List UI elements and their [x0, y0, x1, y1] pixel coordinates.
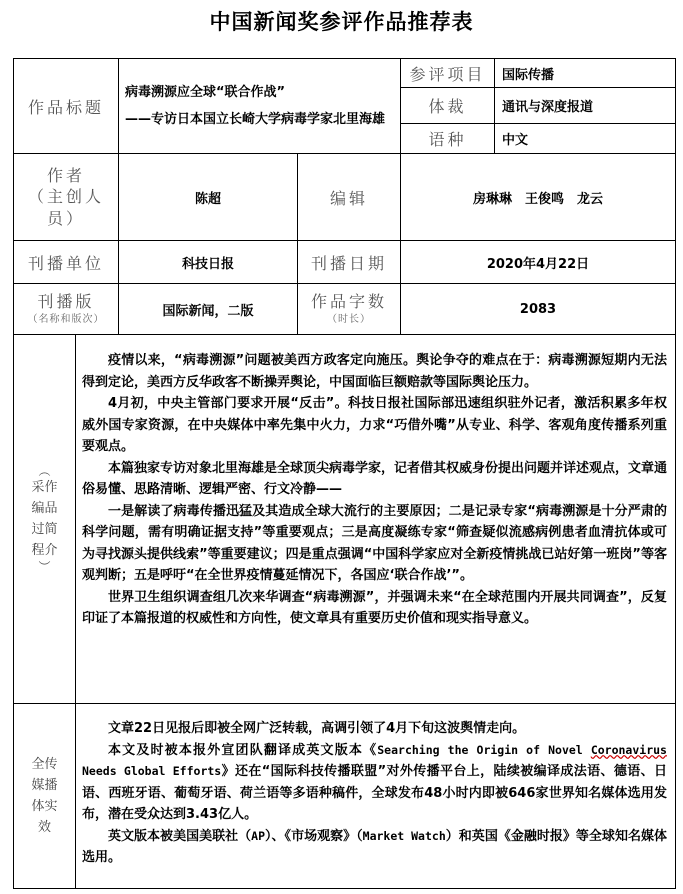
- english-title-part-c: Needs Global Efforts: [82, 764, 222, 778]
- process-label-line: 程介: [31, 543, 58, 558]
- effect-p2-suffix: 》还在“国际科技传播联盟”对外传播平台上，陆续被编译成法语、德语、日语、西班牙语、葡萄牙语、荷兰语等多语种稿件，全球发布48小时内即被646家世界知名媒体选用发布，潜在受众达到3.43亿人。: [82, 764, 667, 822]
- work-title-line1: 病毒溯源应全球“联合作战”: [125, 85, 286, 100]
- edition-value: [118, 283, 298, 335]
- label-language-text: 语种: [428, 130, 467, 149]
- label-editor: [297, 153, 401, 241]
- process-paragraph: 疫情以来，“病毒溯源”问题被美西方政客定向施压。舆论争夺的难点在于：病毒溯源短期内无法得到定论，美西方反华政客不断操弄舆论，中国面临巨额赔款等国际舆论压力。: [82, 353, 667, 390]
- genre-text: 通讯与深度报道: [502, 100, 594, 115]
- label-edition-line2: （名称和版次）: [27, 314, 105, 326]
- label-dissemination-effect: [13, 703, 76, 889]
- label-word-count-line2: （时长）: [326, 314, 371, 326]
- language-text: 中文: [502, 133, 529, 148]
- edition-text: 国际新闻，二版: [162, 303, 254, 319]
- genre-value: [494, 87, 676, 124]
- english-title-part-a: Searching the Origin of Novel: [377, 742, 591, 757]
- publisher-value: [118, 240, 298, 284]
- label-genre: [400, 87, 495, 124]
- dissemination-effect-text: [75, 703, 676, 889]
- label-word-count: [297, 283, 401, 335]
- effect-paragraph-2: [82, 740, 667, 826]
- label-author-line1: 作者: [46, 165, 85, 185]
- label-language: [400, 123, 495, 154]
- process-label-line: 编品: [31, 501, 58, 516]
- effect-p2-prefix: 本文及时被本报外宣团队翻译成英文版本《: [108, 742, 378, 758]
- process-paragraph: 世界卫生组织调查组几次来华调查“病毒溯源”，并强调未来“在全球范围内开展共同调查”，反复印证了本篇报道的权威性和方向性，使文章具有重要历史价值和现实指导意义。: [82, 589, 667, 626]
- effect-p3-ap: AP: [251, 828, 266, 843]
- publish-date-text: 2020年4月22日: [486, 256, 590, 272]
- label-genre-text: 体裁: [428, 97, 467, 116]
- category-text: 国际传播: [502, 67, 555, 83]
- document-title: 中国新闻奖参评作品推荐表: [209, 9, 474, 34]
- label-work-title: [13, 58, 119, 154]
- category-value: [494, 58, 676, 88]
- label-edition-line1: 刊播版: [37, 292, 95, 312]
- label-editor-text: 编辑: [329, 188, 368, 208]
- effect-label-line: 效: [37, 820, 51, 835]
- label-author-line3: 员）: [46, 208, 85, 228]
- process-paragraph: 本篇独家专访对象北里海雄是全球顶尖病毒学家，记者借其权威身份提出问题并详述观点，文章通俗易懂、思路清晰、逻辑严密、行文冷静——: [82, 460, 668, 497]
- label-publisher: [13, 240, 119, 284]
- effect-p3-c: ）和英国《金融时报》等全球知名媒体选用。: [82, 828, 667, 865]
- english-title-misspelled-word: Coronavirus: [590, 742, 667, 757]
- effect-p3-b: ）、《市场观察》（: [265, 828, 363, 844]
- word-count-value: [400, 283, 676, 335]
- work-title-value: [118, 58, 401, 154]
- label-process-intro: [13, 334, 76, 704]
- label-edition: [13, 283, 119, 335]
- publish-date-value: [400, 240, 676, 284]
- effect-p3-market-watch: Market Watch: [362, 828, 446, 843]
- language-value: [494, 123, 676, 154]
- process-paragraph: 一是解读了病毒传播迅猛及其造成全球大流行的主要原因；二是记录专家“病毒溯源是十分严肃的科学问题，需有明确证据支持”等重要观点；三是高度凝练专家“筛查疑似流感病例患者血清抗体或可为寻找源头提供线索”等重要建议；四是重点强调“中国科学家应对全新疫情挑战已站好第一班岗”等客观判断；五是呼吁“在全世界疫情蔓延情况下，各国应‘联合作战’”。: [82, 503, 667, 583]
- author-text: 陈超: [194, 191, 221, 207]
- effect-label-line: 体实: [31, 799, 58, 814]
- label-publish-date-text: 刊播日期: [310, 253, 387, 273]
- word-count-text: 2083: [519, 301, 557, 317]
- label-category-text: 参评项目: [409, 64, 486, 84]
- label-publish-date: [297, 240, 401, 284]
- process-label-line: ︵: [38, 464, 51, 478]
- work-title-line2: ——专访日本国立长崎大学病毒学家北里海雄: [125, 112, 386, 127]
- editors-text: 房琳琳 王俊鸣 龙云: [472, 191, 603, 207]
- process-label-line: 采作: [31, 480, 58, 495]
- process-intro-text: [75, 334, 676, 704]
- effect-label-line: 媒播: [31, 778, 58, 793]
- effect-paragraph-1: 文章22日见报后即被全网广泛转载，高调引领了4月下旬这波舆情走向。: [108, 721, 526, 736]
- process-label-line: 过简: [31, 522, 58, 537]
- label-author-line2: （主创人: [27, 187, 104, 207]
- effect-label-line: 全传: [31, 757, 58, 772]
- label-author: [13, 153, 119, 241]
- process-paragraph: 4月初，中央主管部门要求开展“反击”。科技日报社国际部迅速组织驻外记者，激活积累多年权威外国专家资源，在中央媒体中率先集中火力，力求“巧借外嘴”从专业、科学、客观角度传播系列重要观点。: [82, 396, 667, 454]
- label-word-count-line1: 作品字数: [310, 292, 387, 312]
- effect-paragraph-3: [82, 826, 667, 869]
- label-work-title-text: 作品标题: [27, 97, 104, 117]
- publisher-text: 科技日报: [181, 256, 234, 272]
- label-publisher-text: 刊播单位: [27, 253, 104, 273]
- editors-value: [400, 153, 676, 241]
- process-label-line: ︶: [38, 560, 51, 574]
- effect-p3-a: 英文版本被美国美联社（: [108, 828, 252, 844]
- label-category: [400, 58, 495, 88]
- author-value: [118, 153, 298, 241]
